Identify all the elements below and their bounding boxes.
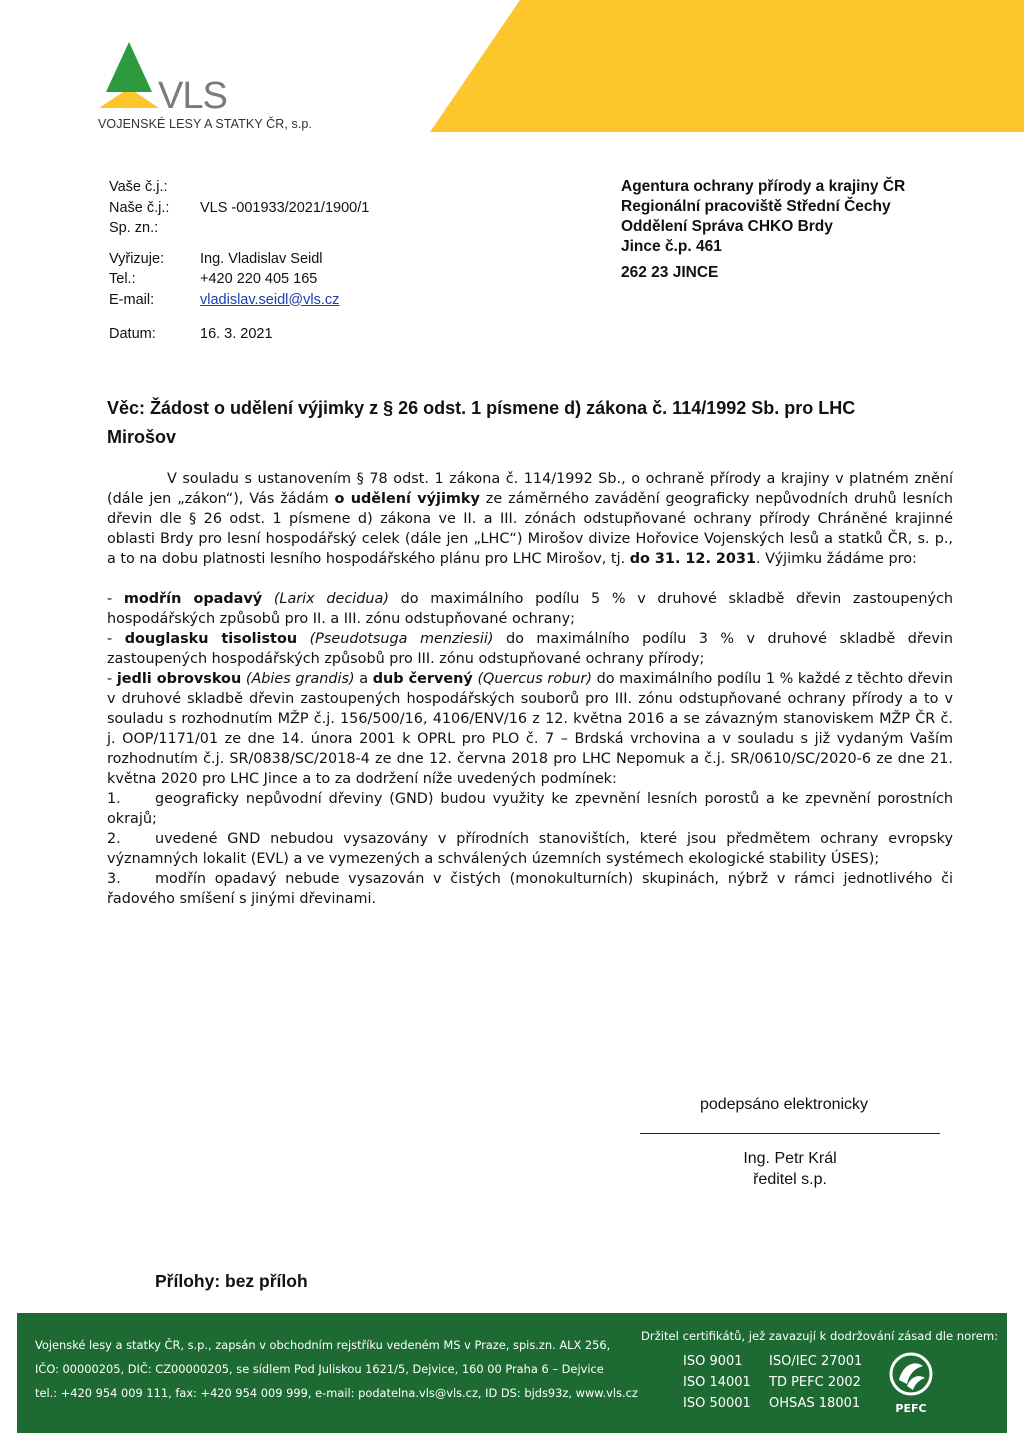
text-run-italic: (Quercus robur) bbox=[477, 671, 592, 687]
condition-number: 1. bbox=[107, 791, 121, 807]
company-name-line: VOJENSKÉ LESY A STATKY ČR, s.p. bbox=[98, 117, 313, 131]
text-run-italic: (Abies grandis) bbox=[245, 671, 355, 687]
pefc-label: PEFC bbox=[895, 1402, 927, 1415]
recipient-line-4: Jince č.p. 461 bbox=[621, 238, 722, 255]
text-run bbox=[262, 591, 274, 607]
signature-line bbox=[640, 1133, 940, 1134]
email-link[interactable]: vladislav.seidl@vls.cz bbox=[200, 291, 340, 308]
phone-value: +420 220 405 165 bbox=[200, 271, 318, 287]
condition-number: 3. bbox=[107, 871, 121, 887]
attachments-note: Přílohy: bez příloh bbox=[155, 1271, 308, 1291]
footer-company-info bbox=[35, 1333, 638, 1405]
text-run: do maximálního podílu 1 % každé z těchto dřevin v druhové skladbě dřevin zastoupených hospodářských souborů pro III. zónu odstupňované ochrany přírody a to v souladu s rozhodnutím MŽP č.j. 156/500/16, 4106/ENV/16 z 12. května 2016 a se závazným stanoviskem MŽP ČR č. j. OOP/1171/01 ze dne 14. února 2001 k OPRL pro PLO č. 7 – Brdská vrchovina a v souladu s již vydaným Vaším rozhodnutím č.j. SR/0838/SC/2018-4 ze dne 12. června 2018 pro LHC Nepomuk a č.j. SR/0610/SC/2020-6 ze dne 21. května 2020 pro LHC Jince a to za dodržení níže uvedených podmínek: bbox=[107, 671, 953, 787]
condition-3 bbox=[107, 869, 953, 909]
reference-block bbox=[109, 177, 369, 310]
condition-number: 2. bbox=[107, 831, 121, 847]
handler-label: Vyřizuje: bbox=[109, 250, 165, 267]
text-run-bold: modřín opadavý bbox=[123, 591, 263, 607]
date-label: Datum: bbox=[109, 326, 156, 342]
email-label: E-mail: bbox=[109, 291, 155, 308]
signature-block bbox=[640, 1096, 940, 1190]
text-run-bold: douglasku tisolistou bbox=[124, 631, 298, 647]
text-run bbox=[297, 631, 309, 647]
recipient-line-2: Regionální pracoviště Střední Čechy bbox=[621, 198, 891, 215]
text-run: ze záměrného zavádění geograficky nepůvodních druhů lesních dřevin dle § 26 odst. 1 písmene d) zákona ve II. a III. zónách odstupňované ochrany přírody Chráněné krajinné oblasti Brdy pro lesní hospodářský celek (dále jen „LHC“) Mirošov divize Hořovice Vojenských lesů a statků ČR, s. p., a to na dobu platnosti lesního hospodářského plánu pro LHC Mirošov, tj. bbox=[107, 491, 954, 567]
body-paragraph-intro bbox=[107, 469, 953, 569]
recipient-line-3: Oddělení Správa CHKO Brdy bbox=[621, 218, 833, 235]
your-ref-label: Vaše č.j.: bbox=[109, 179, 168, 195]
recipient-address bbox=[621, 177, 905, 283]
footer-cert-list bbox=[683, 1353, 879, 1413]
signatory-title: ředitel s.p. bbox=[753, 1171, 827, 1188]
footer-line-1: Vojenské lesy a statky ČR, s.p., zapsán v obchodním rejstříku vedeném MS v Praze, spis.zn. ALX 256, bbox=[35, 1338, 611, 1352]
footer-bar bbox=[17, 1313, 1007, 1433]
footer-cert-title: Držitel certifikátů, jež zavazují k dodržování zásad dle norem: bbox=[641, 1329, 999, 1343]
logo-wordmark: VLS bbox=[158, 75, 227, 117]
recipient-zip: 262 23 JINCE bbox=[621, 264, 719, 281]
footer-line-2: IČO: 00000205, DIČ: CZ00000205, se sídlem Pod Juliskou 1621/5, Dejvice, 160 00 Praha 6 – Dejvice bbox=[35, 1362, 604, 1376]
condition-text: geograficky nepůvodní dřeviny (GND) budou využity ke zpevnění lesních porostů a ke zpevnění porostních okrajů; bbox=[107, 791, 953, 827]
body-item-douglas-fir bbox=[107, 629, 953, 669]
cert-item: ISO 50001 bbox=[683, 1396, 751, 1411]
letter-subject: Věc: Žádost o udělení výjimky z § 26 odst. 1 písmene d) zákona č. 114/1992 Sb. pro LHC Mirošov bbox=[107, 398, 856, 447]
text-run-italic: (Pseudotsuga menziesii) bbox=[309, 631, 494, 647]
file-no-label: Sp. zn.: bbox=[109, 220, 159, 236]
cert-item: ISO 14001 bbox=[683, 1375, 751, 1390]
footer-line-3: tel.: +420 954 009 111, fax: +420 954 009 999, e-mail: podatelna.vls@vls.cz, ID DS: bjds93z, www.vls.cz bbox=[35, 1386, 638, 1400]
body-item-grand-fir-oak bbox=[107, 669, 953, 789]
text-run-bold: jedli obrovskou bbox=[116, 671, 242, 687]
cert-item: ISO/IEC 27001 bbox=[769, 1354, 863, 1369]
body-item-larch bbox=[107, 589, 953, 629]
text-run: - bbox=[107, 631, 125, 647]
text-run: do maximálního podílu 3 % v druhové skladbě dřevin zastoupených hospodářských způsobů pro III. zónu odstupňované ochrany přírody; bbox=[107, 631, 953, 667]
condition-2 bbox=[107, 829, 953, 869]
text-run-bold: dub červený bbox=[372, 671, 473, 687]
recipient-line-1: Agentura ochrany přírody a krajiny ČR bbox=[621, 178, 906, 195]
our-ref-label: Naše č.j.: bbox=[109, 199, 170, 216]
signed-electronically: podepsáno elektronicky bbox=[699, 1096, 869, 1113]
signatory-name: Ing. Petr Král bbox=[743, 1150, 837, 1167]
cert-item: ISO 9001 bbox=[683, 1354, 743, 1369]
condition-text: modřín opadavý nebude vysazován v čistých (monokulturních) skupinách, nýbrž v rámci jednotlivého či řadového smíšení s jinými dřevinami. bbox=[107, 871, 953, 907]
cert-item: OHSAS 18001 bbox=[769, 1396, 861, 1411]
yellow-banner-shape bbox=[430, 0, 1024, 132]
text-run-bold: do 31. 12. 2031 bbox=[629, 551, 756, 567]
handler-value: Ing. Vladislav Seidl bbox=[200, 250, 323, 267]
date-row bbox=[109, 326, 273, 342]
text-run: . Výjimku žádáme pro: bbox=[755, 551, 917, 567]
text-run: a bbox=[354, 671, 373, 687]
letter-body bbox=[107, 469, 953, 909]
text-run: V souladu s ustanovením § 78 odst. 1 zákona č. 114/1992 Sb., o ochraně přírody a krajiny v platném znění (dále jen „zákon“), Vás žádám bbox=[107, 471, 953, 507]
cert-item: TD PEFC 2002 bbox=[769, 1375, 861, 1390]
text-run: do maximálního podílu 5 % v druhové skladbě dřevin zastoupených hospodářských způsobů pro II. a III. zónu odstupňované ochrany; bbox=[107, 591, 954, 627]
condition-1 bbox=[107, 789, 953, 829]
date-value: 16. 3. 2021 bbox=[200, 326, 273, 342]
text-run: - bbox=[107, 591, 124, 607]
text-run: - bbox=[107, 671, 117, 687]
text-run-italic: (Larix decidua) bbox=[273, 591, 389, 607]
condition-text: uvedené GND nebudou vysazovány v přírodních stanovištích, které jsou předmětem ochrany evropsky významných lokalit (EVL) a ve vymezených a schválených územních systémech ekologické stability ÚSES); bbox=[107, 831, 953, 867]
text-run-bold: o udělení výjimky bbox=[334, 491, 480, 507]
our-ref-value: VLS -001933/2021/1900/1 bbox=[200, 199, 370, 216]
pefc-logo-icon bbox=[885, 1350, 941, 1422]
phone-label: Tel.: bbox=[109, 271, 136, 287]
